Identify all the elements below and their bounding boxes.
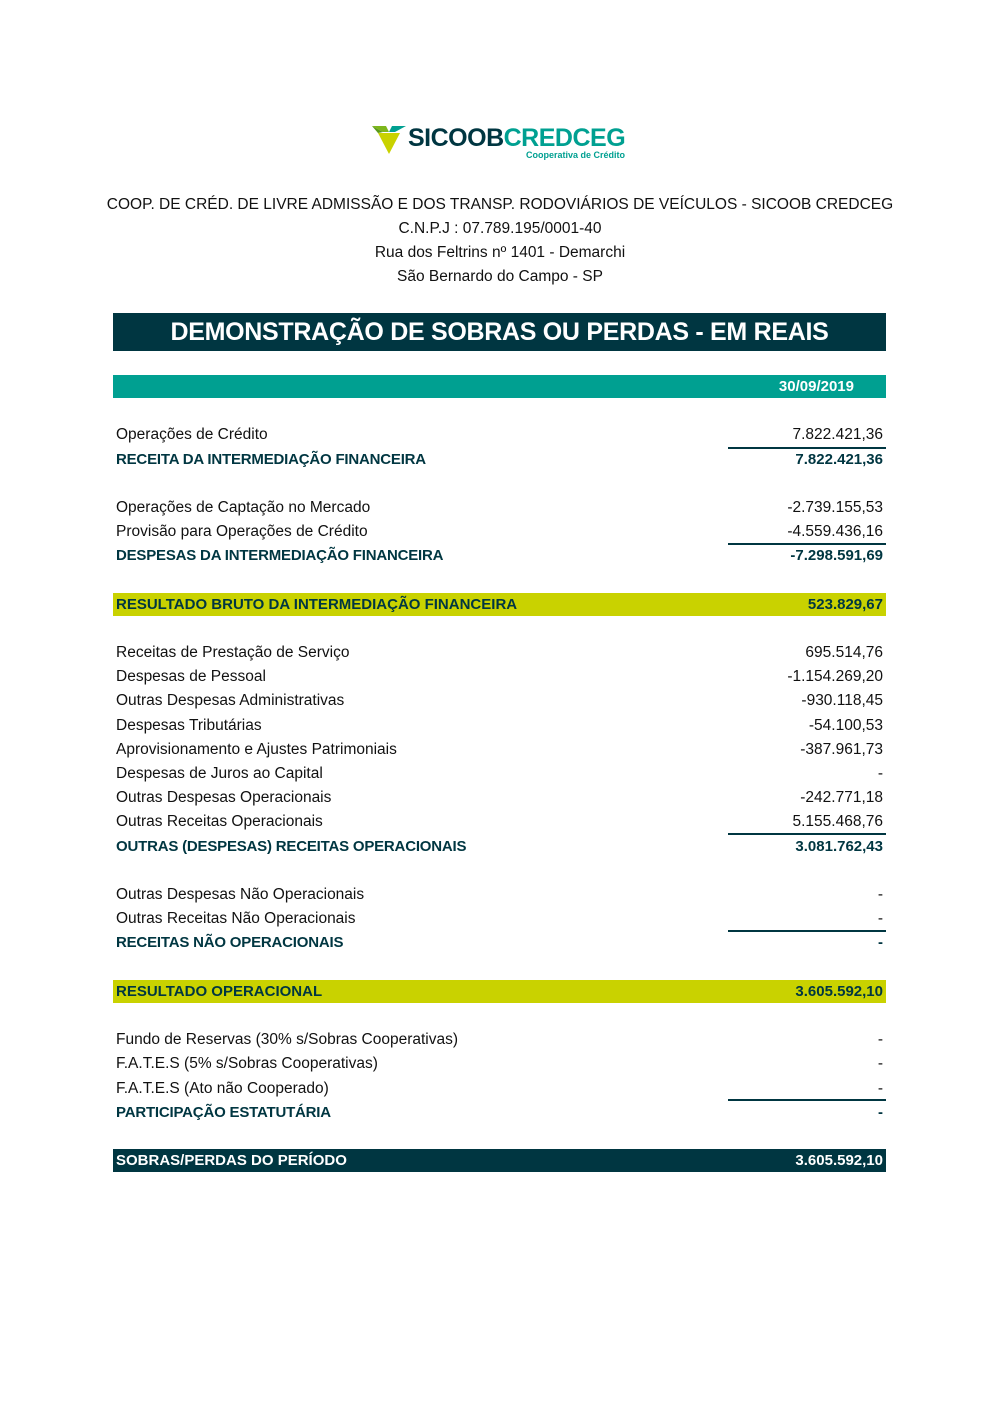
sicoob-triangle-logo-icon — [372, 126, 406, 156]
row-label: Outras Despesas Não Operacionais — [116, 886, 365, 903]
row-value: 3.081.762,43 — [795, 838, 883, 855]
row-label: Outras Receitas Operacionais — [116, 813, 323, 830]
row-label: Outras Receitas Não Operacionais — [116, 910, 356, 927]
row-value: -387.961,73 — [800, 741, 883, 758]
row-label: SOBRAS/PERDAS DO PERÍODO — [116, 1152, 347, 1169]
highlight-row — [113, 593, 886, 616]
row-label: RESULTADO OPERACIONAL — [116, 983, 323, 1000]
row-label: Despesas Tributárias — [116, 717, 262, 734]
row-value: - — [877, 765, 883, 782]
row-value: -1.154.269,20 — [787, 668, 883, 685]
statement-row — [113, 884, 886, 906]
column-header-date: 30/09/2019 — [778, 378, 854, 395]
final-result-row — [113, 1149, 886, 1172]
statement-row — [113, 715, 886, 737]
row-label: Provisão para Operações de Crédito — [116, 523, 368, 540]
row-value: - — [877, 1080, 883, 1097]
subtotal-row — [113, 836, 886, 858]
statement-row — [113, 811, 886, 833]
company-city: São Bernardo do Campo - SP — [397, 268, 603, 285]
row-label: Operações de Crédito — [116, 426, 268, 443]
subtotal-row — [113, 1102, 886, 1124]
row-value: -242.771,18 — [800, 789, 883, 806]
company-name: COOP. DE CRÉD. DE LIVRE ADMISSÃO E DOS TRANSP. RODOVIÁRIOS DE VEÍCULOS - SICOOB CREDCEG — [106, 196, 894, 213]
row-label: RECEITAS NÃO OPERACIONAIS — [116, 934, 344, 951]
row-label: RESULTADO BRUTO DA INTERMEDIAÇÃO FINANCEIRA — [116, 596, 518, 613]
brand-name-credceg: CREDCEG — [503, 124, 626, 152]
statement-row — [113, 787, 886, 809]
subtotal-rule — [728, 833, 886, 835]
company-header — [0, 193, 1000, 289]
statement-row — [113, 521, 886, 543]
row-value: -930.118,45 — [801, 692, 883, 709]
row-label: Operações de Captação no Mercado — [116, 499, 371, 516]
company-cnpj: C.N.P.J : 07.789.195/0001-40 — [398, 220, 602, 237]
subtotal-row — [113, 545, 886, 567]
row-value: - — [877, 1055, 883, 1072]
row-value: 695.514,76 — [805, 644, 883, 661]
subtotal-row — [113, 449, 886, 471]
row-value: - — [877, 886, 883, 903]
row-label: RECEITA DA INTERMEDIAÇÃO FINANCEIRA — [116, 451, 426, 468]
row-value: - — [877, 1031, 883, 1048]
row-label: Outras Despesas Operacionais — [116, 789, 332, 806]
row-value: 523.829,67 — [807, 596, 883, 613]
brand-name — [408, 124, 625, 152]
row-value: - — [878, 934, 883, 951]
row-value: -4.559.436,16 — [787, 523, 883, 540]
row-label: F.A.T.E.S (5% s/Sobras Cooperativas) — [116, 1055, 378, 1072]
row-value: 3.605.592,10 — [795, 983, 883, 1000]
row-label: Despesas de Juros ao Capital — [116, 765, 323, 782]
company-address: Rua dos Feltrins nº 1401 - Demarchi — [374, 244, 626, 261]
row-value: - — [877, 910, 883, 927]
row-value: 7.822.421,36 — [792, 426, 883, 443]
row-value: 3.605.592,10 — [795, 1152, 883, 1169]
row-value: -7.298.591,69 — [790, 547, 883, 564]
statement-row — [113, 763, 886, 785]
highlight-row — [113, 980, 886, 1003]
row-label: Despesas de Pessoal — [116, 668, 266, 685]
column-header-bar — [113, 375, 886, 398]
statement-row — [113, 642, 886, 664]
subtotal-row — [113, 932, 886, 954]
statement-row — [113, 739, 886, 761]
statement-row — [113, 424, 886, 446]
statement-row — [113, 497, 886, 519]
statement-row — [113, 1078, 886, 1100]
row-label: Fundo de Reservas (30% s/Sobras Cooperativas) — [116, 1031, 459, 1048]
statement-row — [113, 1029, 886, 1051]
statement-row — [113, 666, 886, 688]
statement-row — [113, 908, 886, 930]
brand-tagline: Cooperativa de Crédito — [526, 150, 626, 160]
row-value: -54.100,53 — [808, 717, 883, 734]
row-value: 7.822.421,36 — [795, 451, 883, 468]
subtotal-rule — [728, 1099, 886, 1101]
brand-name-sicoob: SICOOB — [408, 124, 504, 152]
statement-row — [113, 1053, 886, 1075]
row-label: Receitas de Prestação de Serviço — [116, 644, 350, 661]
row-value: - — [878, 1104, 883, 1121]
row-label: OUTRAS (DESPESAS) RECEITAS OPERACIONAIS — [116, 838, 467, 855]
statement-row — [113, 690, 886, 712]
row-value: 5.155.468,76 — [792, 813, 883, 830]
row-label: PARTICIPAÇÃO ESTATUTÁRIA — [116, 1104, 331, 1121]
row-label: F.A.T.E.S (Ato não Cooperado) — [116, 1080, 329, 1097]
row-label: Aprovisionamento e Ajustes Patrimoniais — [116, 741, 397, 758]
row-value: -2.739.155,53 — [787, 499, 883, 516]
page-title: DEMONSTRAÇÃO DE SOBRAS OU PERDAS - EM REAIS — [113, 313, 886, 351]
row-label: DESPESAS DA INTERMEDIAÇÃO FINANCEIRA — [116, 547, 444, 564]
row-label: Outras Despesas Administrativas — [116, 692, 345, 709]
company-logo — [372, 124, 628, 160]
